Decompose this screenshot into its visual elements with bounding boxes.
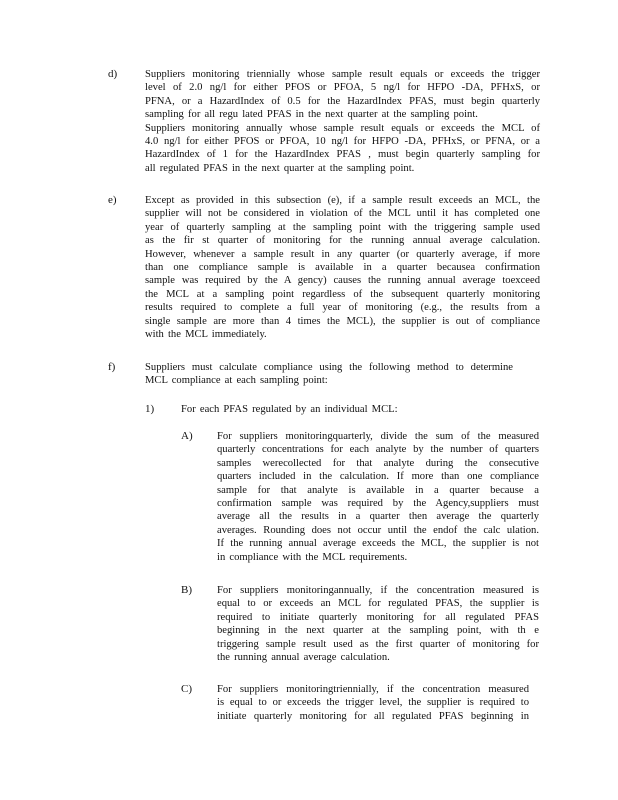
subitem-c-text <box>217 683 529 723</box>
text-line: HazardIndex of 1 for the HazardIndex PFAS , must begin quarterly sampling for <box>145 149 540 161</box>
text-line: required to initiate quarterly monitoring for all regulated PFAS <box>217 611 539 623</box>
text-line: PFNA, or a HazardIndex of 0.5 for the HazardIndex PFAS, must begin quarterly <box>145 95 540 107</box>
text-line: quarterly concentrations for each analyte by the number of quarters <box>217 444 539 456</box>
text-line: samples werecollected for that analyte during the consecutive <box>217 457 539 469</box>
subitem-a-marker: A) <box>181 430 193 442</box>
section-e-text <box>145 194 540 341</box>
text-line: MCL compliance at each sampling point: <box>145 375 328 387</box>
text-line: sample for that analyte is available in a quarter because a <box>217 484 539 496</box>
text-line: level of 2.0 ng/l for either PFOS or PFOA, 5 ng/l for HFPO -DA, PFHxS, or <box>145 82 540 94</box>
section-f-marker: f) <box>108 361 116 373</box>
text-line: as the fir st quarter of monitoring for the running annual average calculation. <box>145 235 540 247</box>
text-line: However, whenever a sample result in any quarter (or quarterly average, if more <box>145 248 540 260</box>
subsection-f-1-marker: 1) <box>145 403 155 415</box>
text-line: sample was required by the A gency) causes the running annual average toexceed <box>145 275 540 287</box>
text-line: Suppliers monitoring annually whose sample result equals or exceeds the MCL of <box>145 122 540 134</box>
text-line: supplier will not be considered in violation of the MCL until it has completed one <box>145 208 540 220</box>
text-line: with the MCL immediately. <box>145 329 267 341</box>
section-d-marker: d) <box>108 68 118 80</box>
text-line: Suppliers must calculate compliance using the following method to determine <box>145 362 513 373</box>
text-line: average all the results in a quarter then average the quarterly <box>217 511 539 523</box>
text-line: For suppliers monitoringtriennially, if the concentration measured <box>217 684 529 695</box>
text-line: year of quarterly sampling at the sampling point with the triggering sample used <box>145 221 540 233</box>
text-line: 4.0 ng/l for either PFOS or PFOA, 10 ng/l for HFPO -DA, PFHxS, or PFNA, or a <box>145 136 540 148</box>
text-line: the MCL at a sampling point regardless of the subsequent quarterly monitoring <box>145 288 540 300</box>
section-d-text <box>145 68 540 175</box>
text-line: than one compliance sample is available in a quarter becausea confirmation <box>145 262 540 274</box>
text-line: is equal to or exceeds the trigger level, the supplier is required to <box>217 697 529 709</box>
text-line: single sample are more than 4 times the MCL), the supplier is out of compliance <box>145 315 540 327</box>
text-line: in compliance with the MCL requirements. <box>217 551 408 563</box>
text-line: quarters included in the calculation. If more than one compliance <box>217 471 539 483</box>
text-line: initiate quarterly monitoring for all regulated PFAS beginning in <box>217 710 529 722</box>
subitem-b-marker: B) <box>181 584 192 596</box>
text-line: For each PFAS regulated by an individual MCL: <box>181 404 398 415</box>
text-line: sampling for all regu lated PFAS in the next quarter at the sampling point. <box>145 109 478 121</box>
text-line: If the running annual average exceeds the MCL, the supplier is not <box>217 538 539 550</box>
text-line: equal to or exceeds an MCL for regulated PFAS, the supplier is <box>217 598 539 610</box>
text-line: For suppliers monitoringquarterly, divide the sum of the measured <box>217 431 539 442</box>
text-line: triggering sample result used as the first quarter of monitoring for <box>217 638 539 650</box>
section-f-text <box>145 361 513 388</box>
section-e-marker: e) <box>108 194 117 206</box>
text-line: all regulated PFAS in the next quarter at the sampling point. <box>145 162 415 174</box>
subitem-c-marker: C) <box>181 683 192 695</box>
text-line: results required to complete a full year of monitoring (e.g., the results from a <box>145 302 540 314</box>
text-line: Except as provided in this subsection (e), if a sample result exceeds an MCL, the <box>145 195 540 206</box>
subsection-f-1-text <box>181 403 421 416</box>
subitem-b-text <box>217 584 539 664</box>
text-line: beginning in the next quarter at the sampling point, with th e <box>217 625 539 637</box>
text-line: For suppliers monitoringannually, if the concentration measured is <box>217 585 539 596</box>
text-line: averages. Rounding does not occur until the endof the calc ulation. <box>217 524 539 536</box>
text-line: Suppliers monitoring triennially whose sample result equals or exceeds the trigger <box>145 69 540 80</box>
subitem-a-text <box>217 430 539 564</box>
text-line: confirmation sample was required by the Agency,suppliers must <box>217 498 539 510</box>
text-line: the running annual average calculation. <box>217 652 390 664</box>
